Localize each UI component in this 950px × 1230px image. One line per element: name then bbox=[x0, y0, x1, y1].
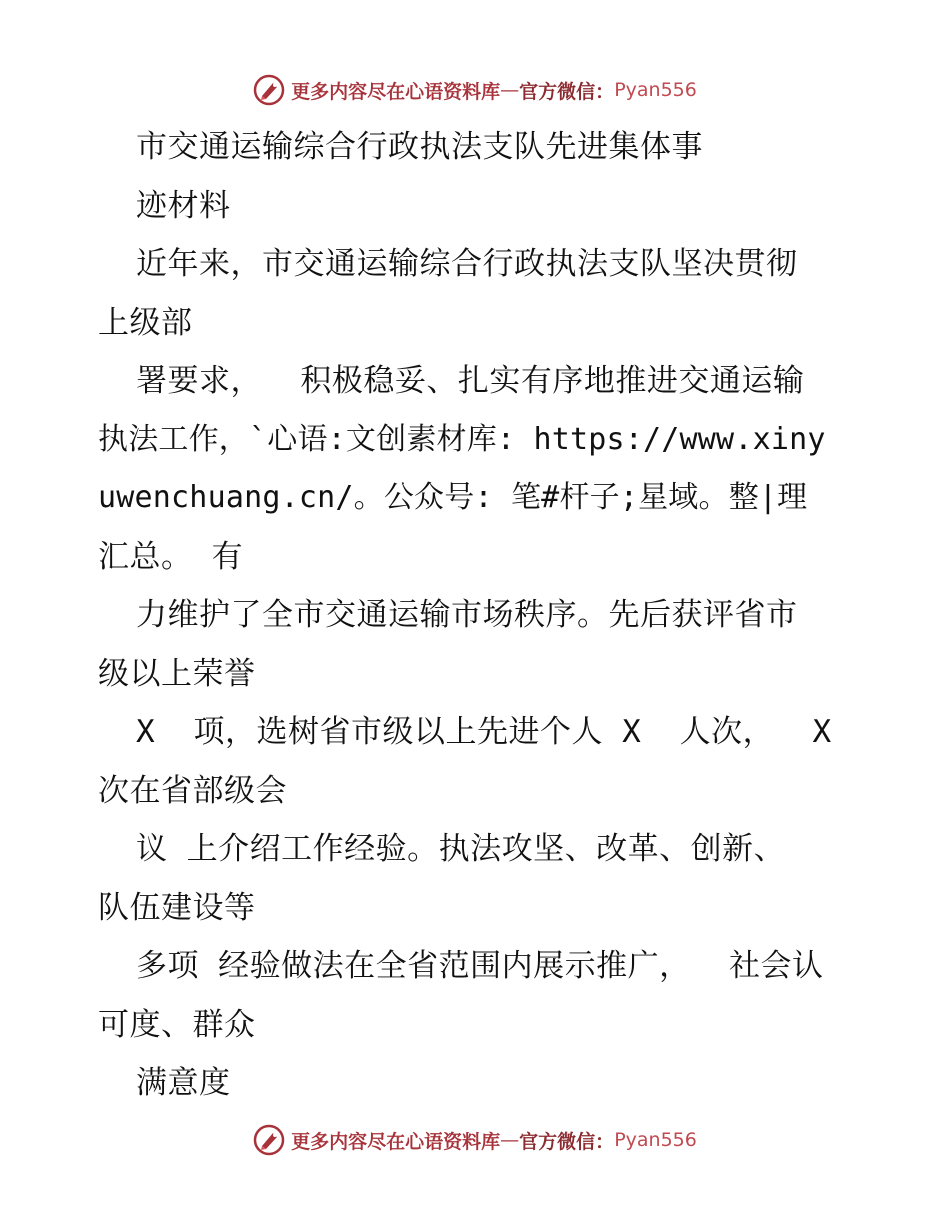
banner-dash: — bbox=[500, 1129, 520, 1151]
doc-line: 级以上荣誉 bbox=[98, 655, 256, 692]
doc-line: 满意度 bbox=[136, 1065, 231, 1101]
doc-line: 近年来，市交通运输综合行政执法支队坚决贯彻 bbox=[136, 246, 798, 282]
doc-line: 执法工作，`心语:文创素材库: https://www.xiny bbox=[98, 421, 826, 457]
footer-watermark-banner bbox=[0, 1120, 950, 1160]
banner-prefix-text: 更多内容尽在心语资料库 bbox=[291, 80, 501, 103]
doc-line: 市交通运输综合行政执法支队先进集体事 bbox=[136, 129, 703, 165]
doc-line: 队伍建设等 bbox=[98, 889, 256, 926]
banner-dash: — bbox=[500, 79, 520, 101]
doc-line: 多项 经验做法在全省范围内展示推广， 社会认 bbox=[136, 948, 824, 984]
doc-line: 力维护了全市交通运输市场秩序。先后获评省市 bbox=[136, 597, 798, 633]
doc-line: 署要求， 积极稳妥、扎实有序地推进交通运输 bbox=[136, 363, 805, 399]
doc-line: 议 上介绍工作经验。执法攻坚、改革、创新、 bbox=[136, 831, 786, 867]
doc-line: 次在省部级会 bbox=[98, 772, 287, 809]
doc-line: 迹材料 bbox=[136, 187, 231, 224]
header-watermark-banner bbox=[0, 70, 950, 110]
doc-line: uwenchuang.cn/。公众号: 笔#杆子;星域。整|理 bbox=[98, 480, 808, 515]
banner-wechat-id: Pyan556 bbox=[614, 1129, 697, 1151]
doc-line: 汇总。 有 bbox=[98, 538, 244, 575]
doc-line: 上级部 bbox=[98, 304, 193, 341]
doc-line: X 项，选树省市级以上先进个人 X 人次， X bbox=[136, 714, 832, 750]
doc-line: 可度、群众 bbox=[98, 1006, 256, 1043]
document-body bbox=[98, 118, 858, 1113]
banner-wechat-label: 官方微信： bbox=[519, 80, 615, 103]
banner-wechat-id: Pyan556 bbox=[614, 79, 697, 101]
pen-logo-icon bbox=[253, 1124, 285, 1156]
banner-wechat-label: 官方微信： bbox=[519, 1130, 615, 1153]
pen-logo-icon bbox=[253, 74, 285, 106]
banner-prefix-text: 更多内容尽在心语资料库 bbox=[291, 1130, 501, 1153]
